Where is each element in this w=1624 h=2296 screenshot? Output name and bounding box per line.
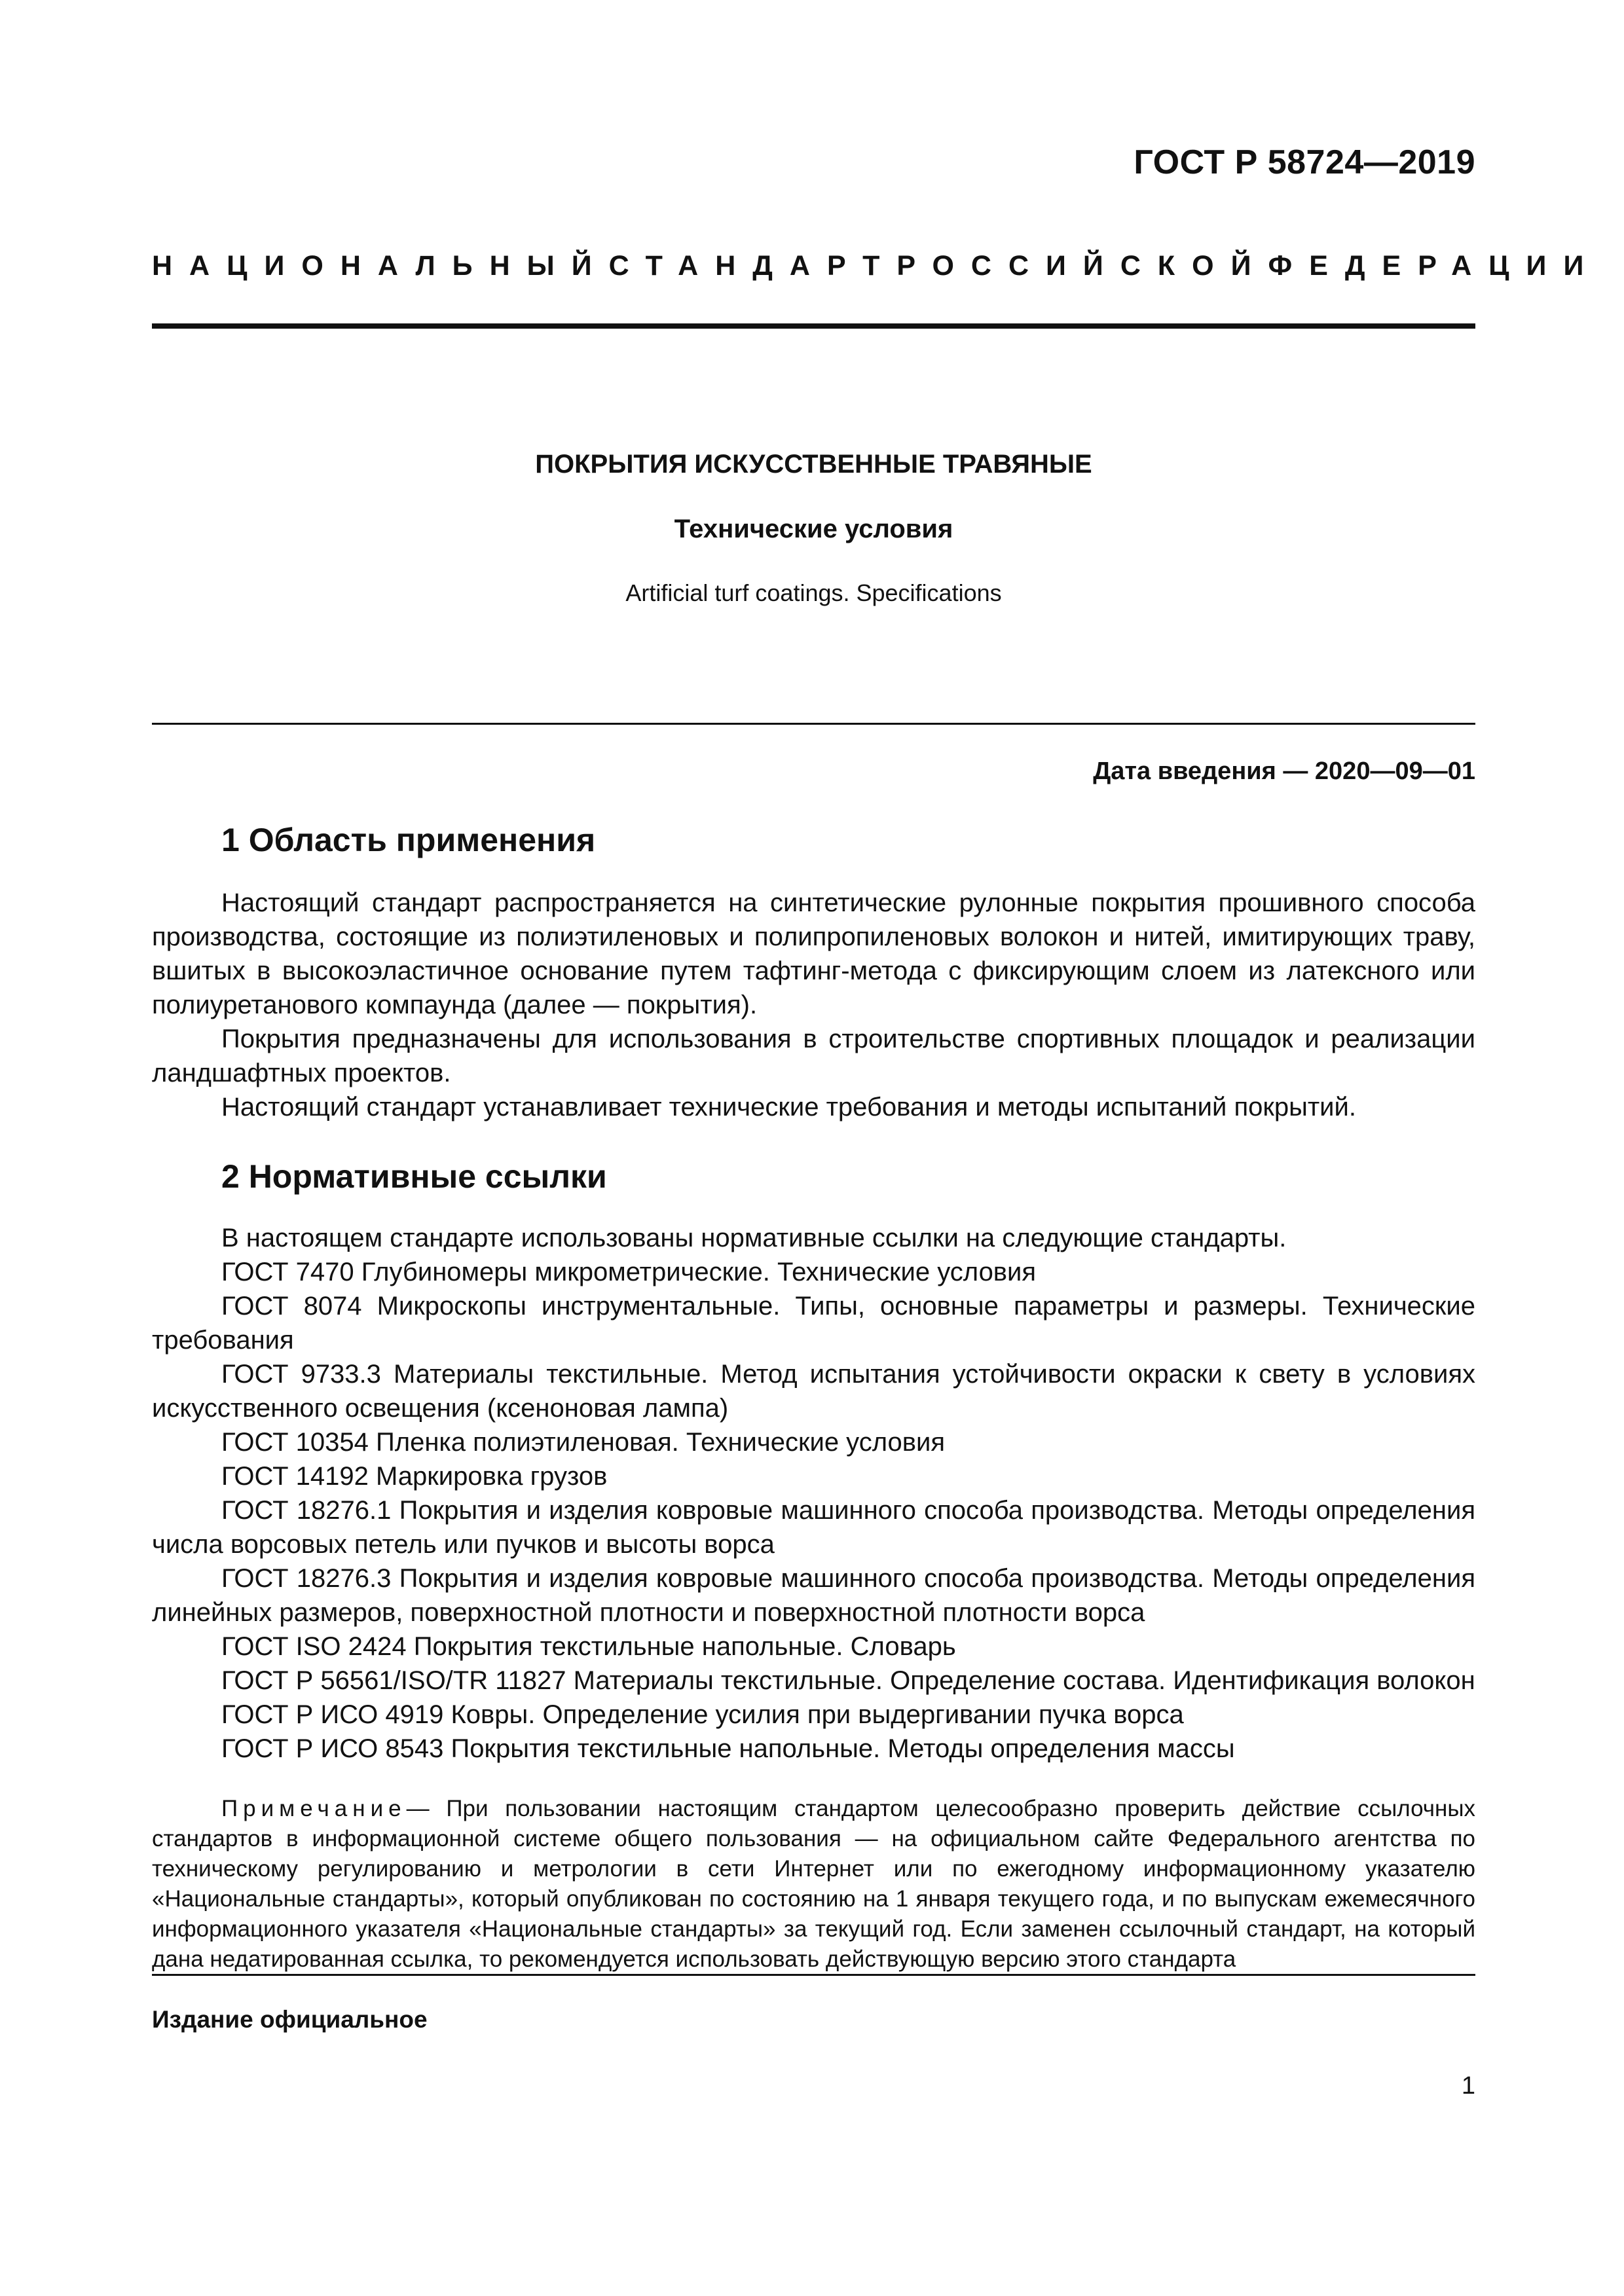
paragraph: Настоящий стандарт устанавливает технические требования и методы испытаний покрытий. [221,1093,1356,1121]
official-edition-label: Издание официальное [152,2006,428,2033]
document-subtitle: Технические условия [674,515,953,543]
section-1-body [152,886,1475,1124]
introduction-date: Дата введения — 2020—09—01 [1093,757,1475,785]
paragraph: В настоящем стандарте использованы нормативные ссылки на следующие стандарты. [221,1224,1287,1252]
section-2-body [152,1221,1475,1766]
reference-item: ГОСТ 7470 Глубиномеры микрометрические. Технические условия [221,1258,1037,1286]
reference-item: ГОСТ Р 56561/ISO/TR 11827 Материалы текстильные. Определение состава. Идентификация волокон [221,1666,1475,1695]
reference-item: ГОСТ 18276.3 Покрытия и изделия ковровые машинного способа производства. Методы определения линейных размеров, поверхностной плотности и поверхностной плотности ворса [152,1564,1475,1627]
document-english-title: Artificial turf coatings. Specifications [625,579,1002,606]
paragraph: Покрытия предназначены для использования в строительстве спортивных площадок и реализации ландшафтных проектов. [152,1025,1475,1087]
banner-word: НАЦИОНАЛЬНЫЙ [152,250,609,282]
document-title: ПОКРЫТИЯ ИСКУССТВЕННЫЕ ТРАВЯНЫЕ [535,450,1092,479]
note-text: — При пользовании настоящим стандартом целесообразно проверить действие ссылочных стандартов в информационной системе общего пользования — на официальном сайте Федерального агентства по техническому регулированию и метрологии в сети Интернет или по ежегодному информационному указателю «Национальные стандарты», который опубликован по состоянию на 1 января текущего года, и по выпускам ежемесячного информационного указателя «Национальные стандарты» за текущий год. Если заменен ссылочный стандарт, на который дана недатированная ссылка, то рекомендуется использовать действующую версию этого стандарта [152,1796,1475,1972]
note [152,1794,1475,1975]
reference-item: ГОСТ 10354 Пленка полиэтиленовая. Технические условия [221,1428,946,1457]
reference-item: ГОСТ 14192 Маркировка грузов [221,1462,608,1491]
title-rule [152,723,1475,725]
reference-item: ГОСТ 8074 Микроскопы инструментальные. Типы, основные параметры и размеры. Технические требования [152,1292,1475,1355]
reference-item: ГОСТ Р ИСО 4919 Ковры. Определение усилия при выдергивании пучка ворса [221,1700,1184,1729]
section-2-heading: 2 Нормативные ссылки [221,1158,607,1195]
gost-number: ГОСТ Р 58724—2019 [1134,143,1475,181]
section-1-heading: 1 Область применения [221,822,596,858]
reference-item: ГОСТ 18276.1 Покрытия и изделия ковровые машинного способа производства. Методы определения числа ворсовых петель или пучков и высоты ворса [152,1496,1475,1559]
reference-item: ГОСТ ISO 2424 Покрытия текстильные напольные. Словарь [221,1632,956,1661]
reference-item: ГОСТ 9733.3 Материалы текстильные. Метод испытания устойчивости окраски к свету в условиях искусственного освещения (ксеноновая лампа) [152,1360,1475,1423]
banner-word: ФЕДЕРАЦИИ [1268,250,1601,282]
footer-rule [152,1974,1475,1976]
paragraph: Настоящий стандарт распространяется на синтетические рулонные покрытия прошивного способа производства, состоящие из полиэтиленовых и полипропиленовых волокон и нитей, имитирующих траву, вшитых в высокоэластичное основание путем тафтинг-метода с фиксирующим слоем из латексного или полиуретанового компаунда (далее — покрытия). [152,888,1475,1019]
banner-word: РОССИЙСКОЙ [896,250,1268,282]
national-standard-banner [152,250,1601,282]
note-label: Примечание [221,1796,407,1821]
banner-word: СТАНДАРТ [608,250,897,282]
header-rule [152,323,1475,329]
reference-item: ГОСТ Р ИСО 8543 Покрытия текстильные напольные. Методы определения массы [221,1734,1235,1763]
page-number: 1 [1461,2072,1475,2100]
